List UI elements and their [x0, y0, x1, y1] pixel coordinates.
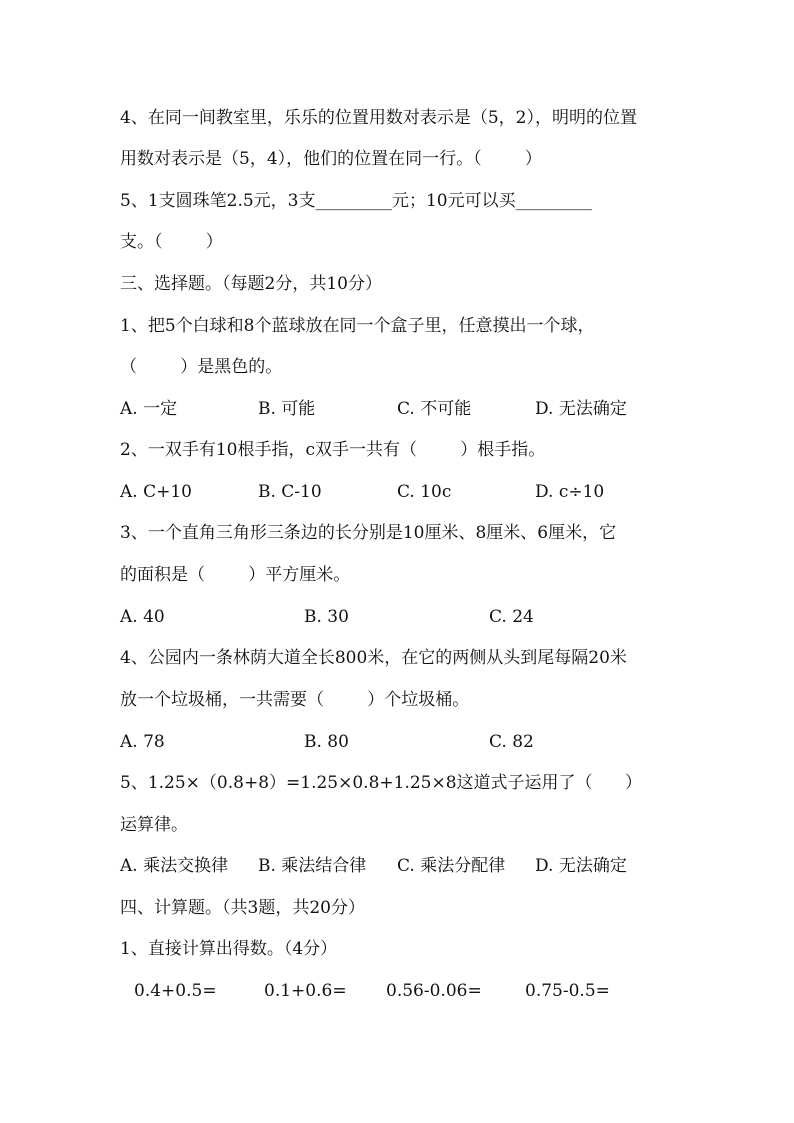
calculation-question-1: 1、直接计算出得数。（4分） [120, 939, 338, 959]
option-c: C. 24 [489, 607, 534, 627]
choice-question-3-options [120, 606, 700, 628]
option-c: C. 不可能 [397, 399, 472, 419]
choice-question-1-options [120, 398, 700, 420]
section-heading-choice: 三、选择题。（每题2分，共10分） [120, 274, 382, 294]
choice-question-1-line2: （ ）是黑色的。 [120, 357, 283, 377]
choice-question-2-options [120, 481, 700, 503]
option-d: D. 无法确定 [535, 399, 627, 419]
option-a: A. C+10 [120, 482, 192, 502]
choice-question-3-line1: 3、一个直角三角形三条边的长分别是10厘米、8厘米、6厘米，它 [120, 523, 617, 543]
option-b: B. 可能 [258, 399, 316, 419]
tf-question-5-line2: 支。（ ） [120, 232, 223, 252]
tf-question-4-line1: 4、在同一间教室里，乐乐的位置用数对表示是（5，2），明明的位置 [120, 108, 637, 128]
calculation-item: 0.56-0.06= [386, 981, 482, 1001]
choice-question-3-line2: 的面积是（ ）平方厘米。 [120, 565, 351, 585]
calculation-row [120, 980, 700, 1002]
choice-question-4-line1: 4、公园内一条林荫大道全长800米，在它的两侧从头到尾每隔20米 [120, 648, 627, 668]
option-b: B. 30 [304, 607, 349, 627]
calculation-item: 0.75-0.5= [525, 981, 610, 1001]
calculation-item: 0.1+0.6= [264, 981, 347, 1001]
choice-question-5-options [120, 855, 700, 877]
section-heading-calculation: 四、计算题。（共3题，共20分） [120, 898, 365, 918]
option-d: D. c÷10 [535, 482, 605, 502]
choice-question-1-line1: 1、把5个白球和8个蓝球放在同一个盒子里，任意摸出一个球， [120, 316, 595, 336]
option-d: D. 无法确定 [535, 856, 627, 876]
option-c: C. 10c [397, 482, 452, 502]
option-c: C. 82 [489, 732, 534, 752]
choice-question-4-options [120, 731, 700, 753]
choice-question-5-line2: 运算律。 [120, 815, 188, 835]
option-b: B. C-10 [258, 482, 322, 502]
option-a: A. 40 [120, 607, 165, 627]
calculation-item: 0.4+0.5= [134, 981, 217, 1001]
choice-question-2: 2、一双手有10根手指，c双手一共有（ ）根手指。 [120, 440, 546, 460]
option-a: A. 78 [120, 732, 165, 752]
option-b: B. 乘法结合律 [258, 856, 367, 876]
option-c: C. 乘法分配律 [397, 856, 506, 876]
tf-question-4-line2: 用数对表示是（5，4），他们的位置在同一行。（ ） [120, 149, 542, 169]
option-a: A. 乘法交换律 [120, 856, 229, 876]
tf-question-5-line1: 5、1支圆珠笔2.5元，3支_________元；10元可以买_________ [120, 191, 593, 211]
choice-question-4-line2: 放一个垃圾桶，一共需要（ ）个垃圾桶。 [120, 690, 470, 710]
option-a: A. 一定 [120, 399, 178, 419]
option-b: B. 80 [304, 732, 349, 752]
choice-question-5-line1: 5、1.25×（0.8+8）=1.25×0.8+1.25×8这道式子运用了（ ） [120, 773, 642, 793]
